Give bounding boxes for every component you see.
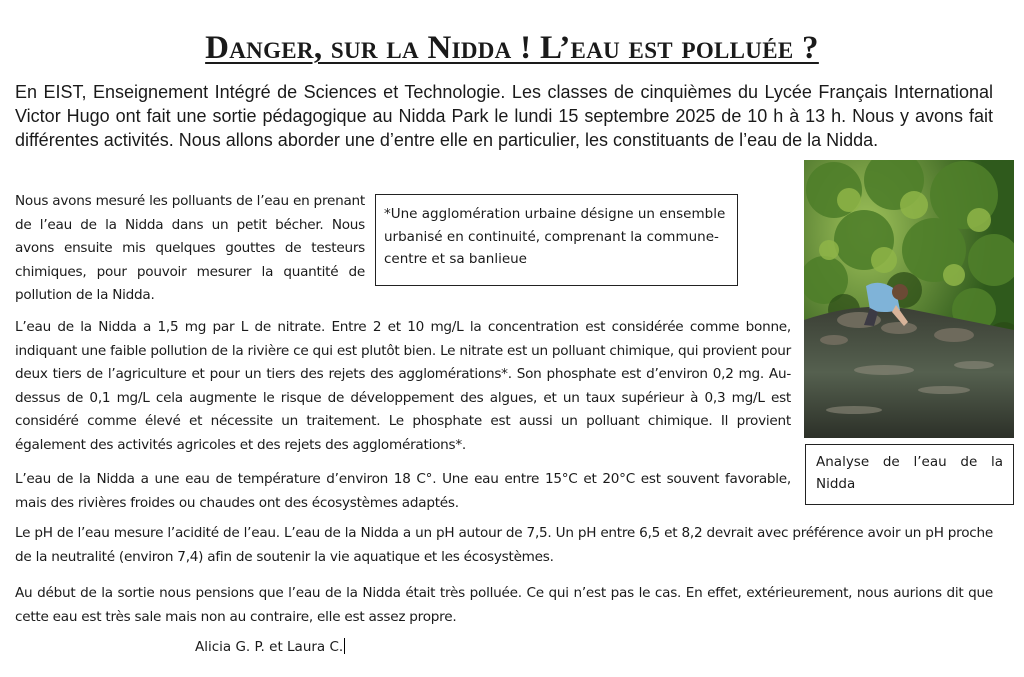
footnote-box: *Une agglomération urbaine désigne un ensemble urbanisé en continuité, comprenant la commune-centre et sa banlieue xyxy=(375,194,738,286)
intro-paragraph: En EIST, Enseignement Intégré de Sciences et Technologie. Les classes de cinquièmes du Lycée Français International Victor Hugo ont fait une sortie pédagogique au Nidda Park le lundi 15 septembre 2025 de 10 h à 13 h. Nous y avons fait différentes activités. Nous allons aborder une d’entre elle en particulier, les constituants de l’eau de la Nidda. xyxy=(15,82,993,150)
river-photo xyxy=(804,160,1014,438)
paragraph-method: Nous avons mesuré les polluants de l’eau en prenant de l’eau de la Nidda dans un petit bécher. Nous avons ensuite mis quelques gouttes de testeurs chimiques, pour pouvoir mesurer la quantité de pollution de la Nidda. xyxy=(15,193,365,303)
article-title: Danger, sur la Nidda ! L’eau est polluée ? xyxy=(205,30,819,66)
signature-text: Alicia G. P. et Laura C. xyxy=(195,639,344,655)
photo-caption: Analyse de l’eau de la Nidda xyxy=(805,444,1014,505)
paragraph-nitrate-phosphate: L’eau de la Nidda a 1,5 mg par L de nitrate. Entre 2 et 10 mg/L la concentration est considérée comme bonne, indiquant une faible pollution de la rivière ce qui est plutôt bien. Le nitrate est un polluant chimique, qui provient pour deux tiers de l’agriculture et pour un tiers des rejets des agglomérations*. Son phosphate est d’environ 0,2 mg. Au-dessus de 0,1 mg/L cela augmente le risque de développement des algues, et un taux supérieur à 0,3 mg/L est considéré comme élevé et nécessite un traitement. Le phosphate est aussi un polluant chimique. Il provient également des activités agricoles et des rejets des agglomérations*. xyxy=(15,319,791,453)
text-cursor xyxy=(344,638,345,654)
paragraph-ph: Le pH de l’eau mesure l’acidité de l’eau. L’eau de la Nidda a un pH autour de 7,5. Un pH entre 6,5 et 8,2 devrait avec préférence avoir un pH proche de la neutralité (environ 7,4) afin de soutenir la vie aquatique et les écosystèmes. xyxy=(15,525,993,565)
signature xyxy=(195,638,345,655)
paragraph-conclusion: Au début de la sortie nous pensions que l’eau de la Nidda était très polluée. Ce qui n’est pas le cas. En effet, extérieurement, nous aurions dit que cette eau est très sale mais non au contraire, elle est assez propre. xyxy=(15,585,993,625)
paragraph-temperature: L’eau de la Nidda a une eau de température d’environ 18 C°. Une eau entre 15°C et 20°C est souvent favorable, mais des rivières froides ou chaudes ont des écosystèmes adaptés. xyxy=(15,471,791,511)
